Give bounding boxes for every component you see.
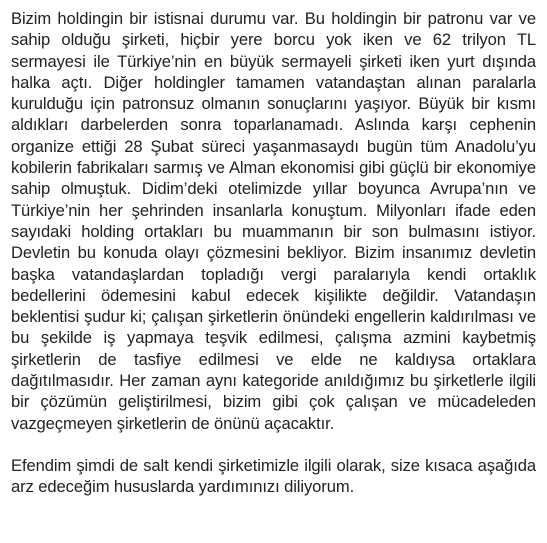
body-paragraph-2: Efendim şimdi de salt kendi şirketimizle ilgili olarak, size kısaca aşağıda arz edeceğim hususlarda yardımınızı diliyorum. <box>11 455 536 497</box>
body-paragraph-1: Bizim holdingin bir istisnai durumu var. Bu holdingin bir patronu var ve sahip olduğu şirketi, hiçbir yere borcu yok iken ve 62 trilyon TL sermayesi ile Türkiye’nin en büyük sermayeli şirketi iken yurt dışında halka açtı. Diğer holdingler tamamen vatandaştan alınan paralarla kurulduğu için patronsuz olmanın sonuçlarını yaşıyor. Büyük bir kısmı aldıkları darbelerden sonra toparlanamadı. Aslında karşı cephenin organize ettiği 28 Şubat süreci yaşanmasaydı bugün tüm Anadolu’yu kobilerin fabrikaları sarmış ve Alman ekonomisi gibi güçlü bir ekonomiye sahip olmuştuk. Didim’deki otelimizde yıllar boyunca Avrupa’nın ve Türkiye’nin her şehrinden insanlarla konuştum. Milyonları ifade eden sayıdaki holding ortakları bu muammanın bir son bulmasını istiyor. Devletin bu konuda olayı çözmesini bekliyor. Bizim insanımız devletin başka vatandaşlardan topladığı vergi paralarıyla kendi ortaklık bedellerini ödemesini kabul edecek kişilikte değildir. Vatandaşın beklentisi şudur ki; çalışan şirketlerin önündeki engellerin kaldırılması ve bu şekilde iş yapmaya teşvik edilmesi, çalışma azmini kaybetmiş şirketlerin de tasfiye edilmesi ve elde ne kaldıysa ortaklara dağıtılmasıdır. Her zaman aynı kategoride anıldığımız bu şirketlerle ilgili bir çözümün geliştirilmesi, bizim gibi çok çalışan ve mücadeleden vazgeçmeyen şirketlerin de önünü açacaktır. <box>11 9 536 433</box>
